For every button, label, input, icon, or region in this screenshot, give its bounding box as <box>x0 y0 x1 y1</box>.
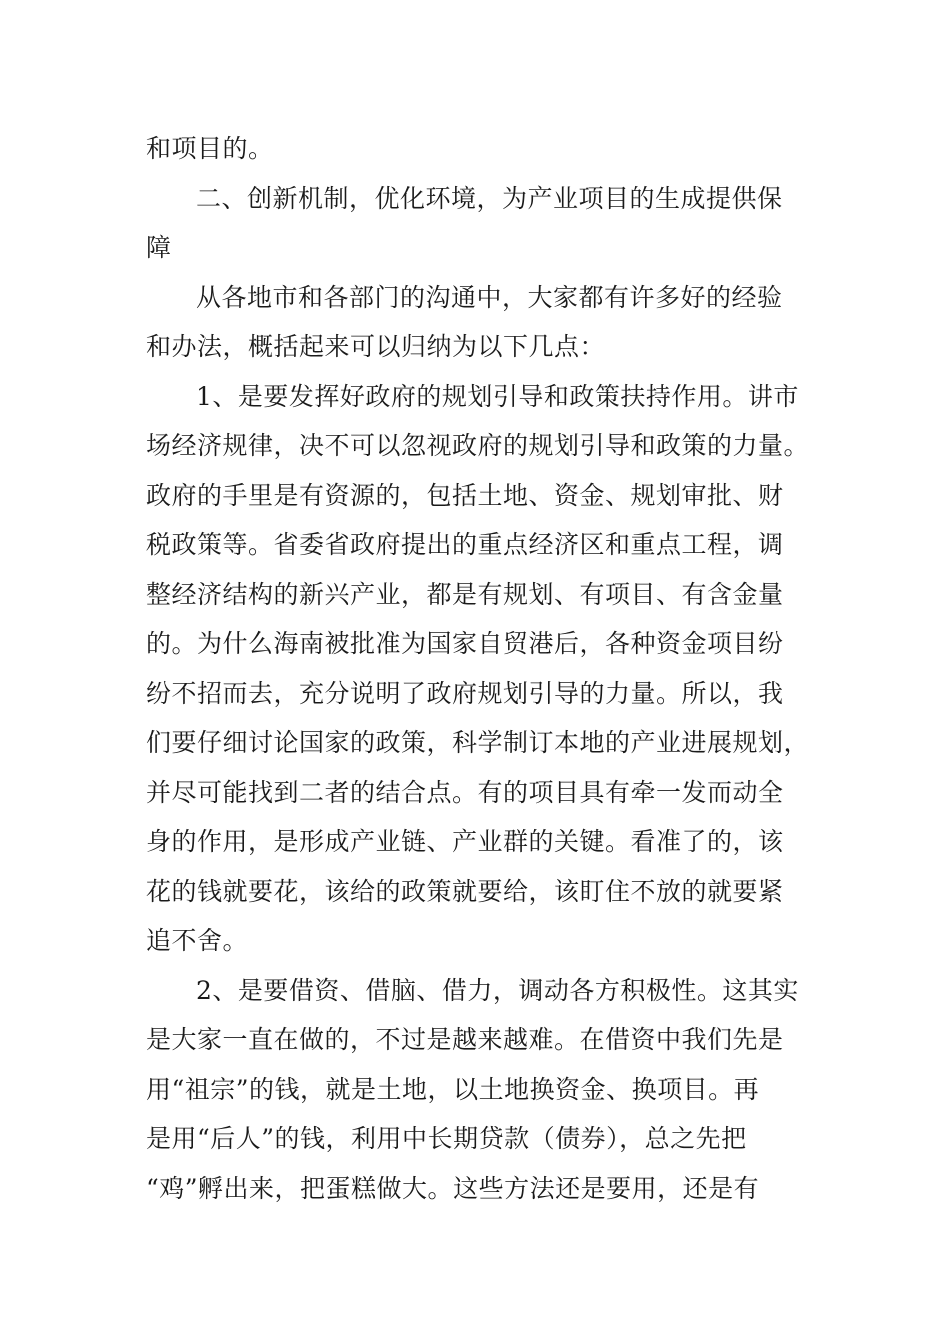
text-line: 用“祖宗”的钱，就是土地，以土地换资金、换项目。再 <box>146 1074 760 1104</box>
text-line: 身的作用，是形成产业链、产业群的关键。看准了的，该 <box>146 827 784 856</box>
text-line: 并尽可能找到二者的结合点。有的项目具有牵一发而动全 <box>146 777 784 807</box>
text-line: 是大家一直在做的，不过是越来越难。在借资中我们先是 <box>146 1025 784 1054</box>
text-line: “鸡”孵出来，把蛋糕做大。这些方法还是要用，还是有 <box>146 1173 760 1203</box>
text-line: 的。为什么海南被批准为国家自贸港后，各种资金项目纷 <box>146 629 784 658</box>
section-heading: 二、创新机制，优化环境，为产业项目的生成提供保 <box>196 183 783 213</box>
document-body <box>146 124 810 1213</box>
text-line: 从各地市和各部门的沟通中，大家都有许多好的经验 <box>196 282 783 312</box>
text-line: 和项目的。 <box>146 134 274 163</box>
text-line: 纷不招而去，充分说明了政府规划引导的力量。所以，我 <box>146 678 784 708</box>
numbered-point-2: 2、是要借资、借脑、借力，调动各方积极性。这其实 <box>196 975 799 1005</box>
numbered-point-1: 1、是要发挥好政府的规划引导和政策扶持作用。讲市 <box>196 381 799 411</box>
text-line: 政府的手里是有资源的，包括土地、资金、规划审批、财 <box>146 480 784 510</box>
text-line: 整经济结构的新兴产业，都是有规划、有项目、有含金量 <box>146 579 784 609</box>
text-line: 是用“后人”的钱，利用中长期贷款（债券），总之先把 <box>146 1124 747 1153</box>
text-line: 追不舍。 <box>146 926 249 955</box>
text-line: 场经济规律，决不可以忽视政府的规划引导和政策的力量。 <box>146 431 810 460</box>
text-line: 和办法，概括起来可以归纳为以下几点： <box>146 332 606 361</box>
text-line: 税政策等。省委省政府提出的重点经济区和重点工程，调 <box>146 530 784 559</box>
text-line: 们要仔细讨论国家的政策，科学制订本地的产业进展规划， <box>146 728 810 757</box>
text-line: 花的钱就要花，该给的政策就要给，该盯住不放的就要紧 <box>146 876 784 906</box>
section-heading-continuation: 障 <box>146 233 172 262</box>
